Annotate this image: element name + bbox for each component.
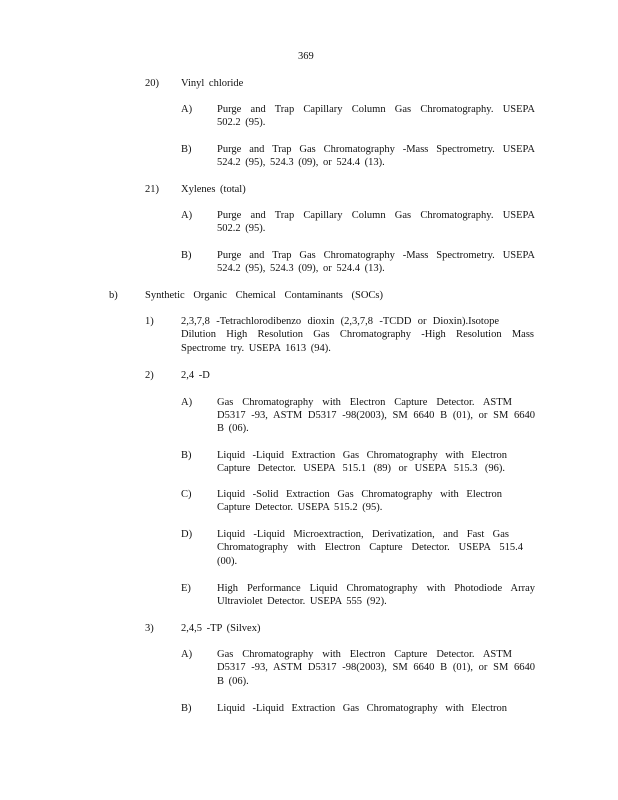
sub-label: A) <box>181 397 193 408</box>
method-line: Liquid -Solid Extraction Gas Chromatography with Electron <box>217 489 502 500</box>
method-line: High Performance Liquid Chromatography with Photodiode Array <box>217 583 535 594</box>
method-line: D5317 -93, ASTM D5317 -98(2003), SM 6640 B (01), or SM 6640 <box>217 410 535 421</box>
section-label: b) <box>109 290 118 301</box>
method-line: 2,3,7,8 -Tetrachlorodibenzo dioxin (2,3,7,8 -TCDD or Dioxin).Isotope <box>181 316 499 327</box>
sub-label: B) <box>181 144 192 155</box>
sub-label: B) <box>181 450 192 461</box>
method-line: 524.2 (95), 524.3 (09), or 524.4 (13). <box>217 263 385 274</box>
method-line: Chromatography with Electron Capture Detector. USEPA 515.4 <box>217 542 523 553</box>
method-line: 502.2 (95). <box>217 223 266 234</box>
section-title: Synthetic Organic Chemical Contaminants (SOCs) <box>145 290 383 301</box>
method-line: Purge and Trap Capillary Column Gas Chromatography. USEPA <box>217 104 535 115</box>
sub-label: C) <box>181 489 192 500</box>
item-title: Xylenes (total) <box>181 184 246 195</box>
method-line: Purge and Trap Gas Chromatography -Mass Spectrometry. USEPA <box>217 144 535 155</box>
sub-label: B) <box>181 250 192 261</box>
method-line: D5317 -93, ASTM D5317 -98(2003), SM 6640 B (01), or SM 6640 <box>217 662 535 673</box>
page-number: 369 <box>298 51 314 62</box>
method-line: (00). <box>217 556 238 567</box>
method-line: Liquid -Liquid Microextraction, Derivatization, and Fast Gas <box>217 529 509 540</box>
method-line: Dilution High Resolution Gas Chromatography -High Resolution Mass <box>181 329 534 340</box>
method-line: B (06). <box>217 423 249 434</box>
sub-label: D) <box>181 529 193 540</box>
item-number: 1) <box>145 316 154 327</box>
method-line: Capture Detector. USEPA 515.1 (89) or USEPA 515.3 (96). <box>217 463 505 474</box>
method-line: 502.2 (95). <box>217 117 266 128</box>
method-line: Purge and Trap Capillary Column Gas Chromatography. USEPA <box>217 210 535 221</box>
item-number: 20) <box>145 78 159 89</box>
method-line: Ultraviolet Detector. USEPA 555 (92). <box>217 596 387 607</box>
method-line: Capture Detector. USEPA 515.2 (95). <box>217 502 383 513</box>
sub-label: A) <box>181 649 193 660</box>
item-title: Vinyl chloride <box>181 78 244 89</box>
sub-label: A) <box>181 104 193 115</box>
method-line: B (06). <box>217 676 249 687</box>
item-title: 2,4,5 -TP (Silvex) <box>181 623 261 634</box>
sub-label: A) <box>181 210 193 221</box>
item-number: 2) <box>145 370 154 381</box>
method-line: Liquid -Liquid Extraction Gas Chromatography with Electron <box>217 450 507 461</box>
item-title: 2,4 -D <box>181 370 210 381</box>
method-line: Gas Chromatography with Electron Capture Detector. ASTM <box>217 649 512 660</box>
sub-label: B) <box>181 703 192 714</box>
method-line: Liquid -Liquid Extraction Gas Chromatography with Electron <box>217 703 507 714</box>
sub-label: E) <box>181 583 191 594</box>
method-line: Spectrome try. USEPA 1613 (94). <box>181 343 331 354</box>
method-line: Purge and Trap Gas Chromatography -Mass Spectrometry. USEPA <box>217 250 535 261</box>
method-line: 524.2 (95), 524.3 (09), or 524.4 (13). <box>217 157 385 168</box>
item-number: 3) <box>145 623 154 634</box>
item-number: 21) <box>145 184 159 195</box>
method-line: Gas Chromatography with Electron Capture Detector. ASTM <box>217 397 512 408</box>
